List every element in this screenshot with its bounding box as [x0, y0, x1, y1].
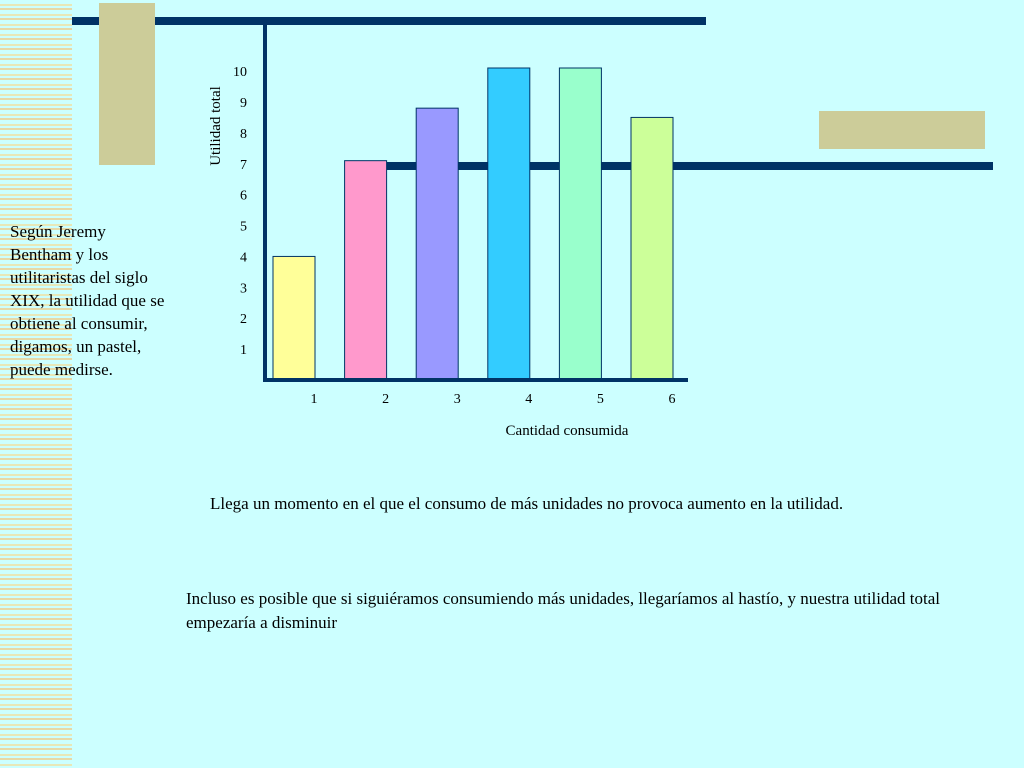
y-axis-label: Utilidad total: [208, 86, 224, 166]
tan-block-left: [99, 3, 155, 165]
bar: [345, 161, 387, 380]
bar: [559, 68, 601, 380]
y-tick-labels: [233, 65, 247, 358]
y-tick-label: 7: [240, 157, 247, 173]
saturation-note: Llega un momento en el que el consumo de más unidades no provoca aumento en la utilidad.: [210, 494, 844, 513]
bentham-note: Según Jeremy Bentham y los utilitaristas del siglo XIX, la utilidad que se obtiene al consumir, digamos, un pastel, puede medirse.: [10, 222, 165, 379]
x-axis-label: Cantidad consumida: [505, 423, 629, 439]
y-tick-label: 2: [240, 312, 247, 328]
x-tick-labels: [311, 392, 676, 407]
y-tick-label: 10: [233, 65, 247, 81]
utility-bar-chart: [200, 20, 700, 450]
x-tick-label: 5: [596, 392, 604, 407]
decorative-stripe-band: [0, 0, 72, 768]
bar: [416, 108, 458, 380]
bar: [488, 68, 530, 380]
tan-block-right: [819, 111, 985, 149]
x-tick-label: 4: [525, 392, 533, 407]
y-tick-label: 5: [240, 219, 247, 235]
y-tick-label: 1: [240, 343, 247, 359]
x-tick-label: 6: [668, 392, 676, 407]
x-tick-label: 2: [382, 392, 390, 407]
y-tick-label: 3: [240, 281, 247, 297]
y-tick-label: 4: [240, 250, 247, 266]
x-tick-label: 3: [453, 392, 461, 407]
x-tick-label: 1: [310, 392, 318, 407]
y-tick-label: 6: [240, 188, 247, 204]
y-tick-label: 8: [240, 126, 247, 142]
y-tick-label: 9: [240, 95, 247, 111]
bars: [273, 68, 673, 380]
bar: [631, 117, 673, 380]
decline-note: Incluso es posible que si siguiéramos consumiendo más unidades, llegaríamos al hastío, y nuestra utilidad total empezaría a disminuir: [186, 589, 940, 632]
bar: [273, 256, 315, 380]
